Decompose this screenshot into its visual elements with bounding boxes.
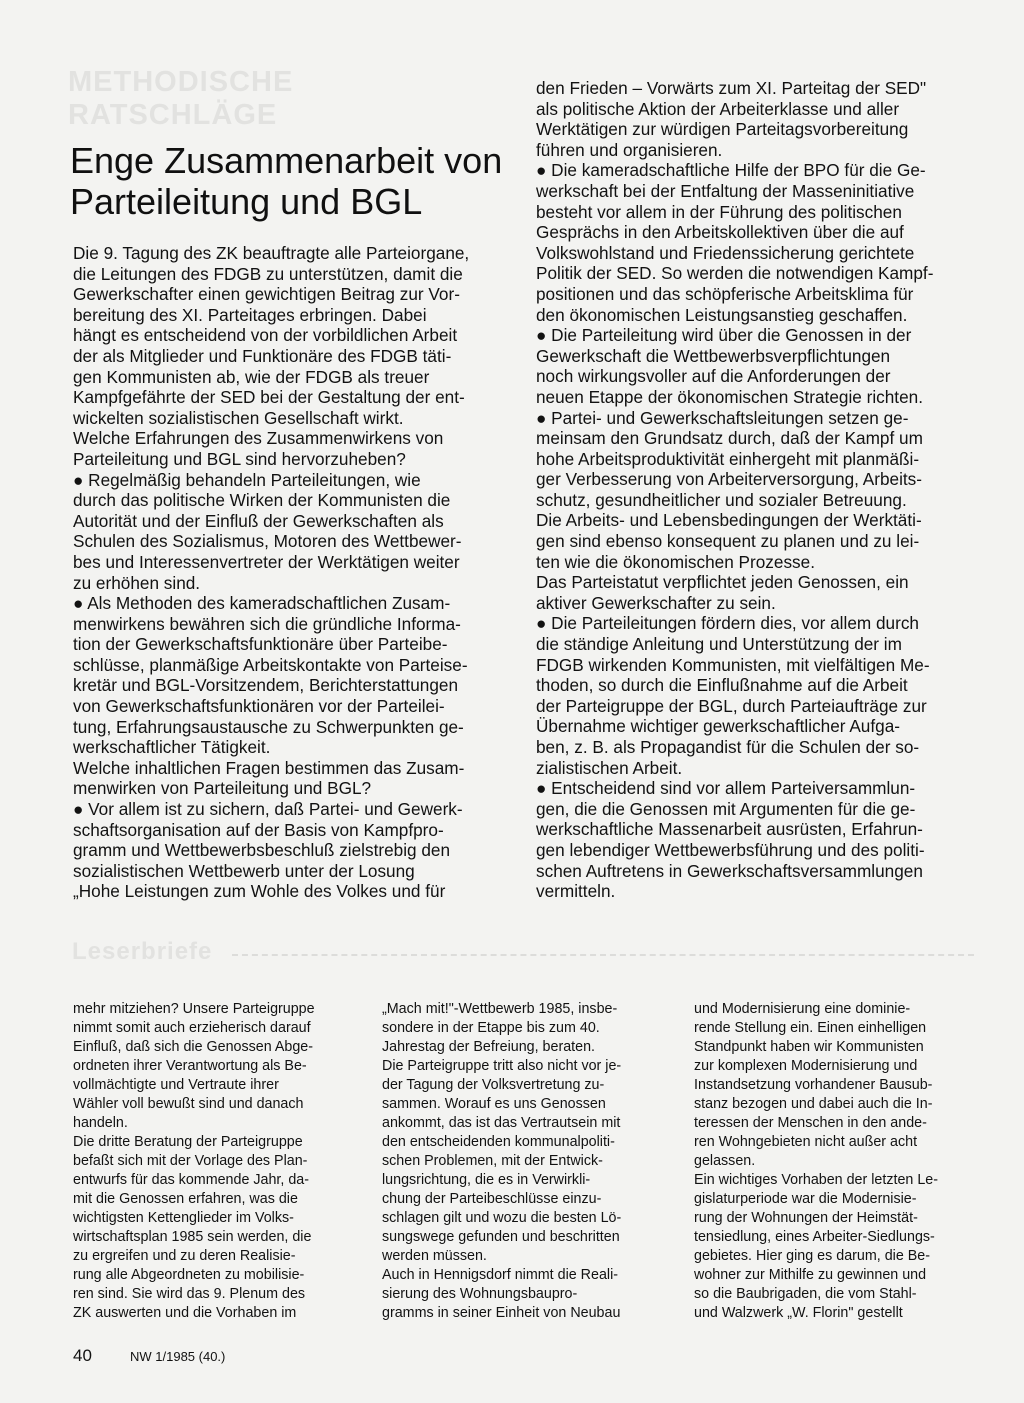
text-line: sondere in der Etappe bis zum 40. [382,1020,600,1036]
text-line: rung alle Abgeordneten zu mobilisie- [73,1267,305,1283]
text-line: tion der Gewerkschaftsfunktionäre über Parteibe- [73,634,448,655]
text-line: schen Problemen, mit der Entwick- [382,1153,603,1169]
text-line: vermitteln. [536,881,616,902]
text-line: den Frieden – Vorwärts zum XI. Parteitag der SED" [536,78,927,98]
text-line: Politik der SED. So werden die notwendigen Kampf- [536,263,934,284]
text-line: gebietes. Hier ging es darum, die Be- [694,1248,931,1264]
text-line: hängt es entscheidend von der vorbildlichen Arbeit [73,325,458,346]
text-line: Einfluß, daß sich die Genossen Abge- [73,1039,314,1055]
text-line: ● Vor allem ist zu sichern, daß Partei- und Gewerk- [73,799,463,820]
text-line: sozialistischen Wettbewerb unter der Losung [73,860,415,881]
text-line: wirtschaftsplan 1985 sein werden, die [73,1229,312,1245]
text-line: Kampfgefährte der SED bei der Gestaltung der ent- [73,387,465,408]
text-line: ● Die Parteileitungen fördern dies, vor allem durch [536,613,919,634]
text-line: tensiedlung, eines Arbeiter-Siedlungs- [694,1229,935,1245]
section-divider [232,954,974,956]
text-line: zur komplexen Modernisierung und [694,1058,918,1074]
text-line: „Mach mit!"-Wettbewerb 1985, insbe- [382,1001,618,1017]
text-line: sierung des Wohnungsbaupro- [382,1286,578,1302]
headline-line: Enge Zusammenarbeit von [70,140,503,181]
text-line: ben, z. B. als Propagandist für die Schulen der so- [536,737,920,757]
text-line: Autorität und der Einfluß der Gewerkschaften als [73,510,444,531]
text-line: schlagen gilt und wozu die besten Lö- [382,1210,622,1226]
text-line: neuen Etappe der ökonomischen Strategie richten. [536,386,923,407]
text-line: menwirkens bewähren sich die gründliche Informa- [73,613,461,634]
text-line: Volkswohlstand und Friedenssicherung gerichtete [536,242,915,263]
issue-reference: NW 1/1985 (40.) [130,1349,226,1364]
text-line: vollmächtigte und Vertraute ihrer [73,1077,279,1093]
letters-column-1 [73,1000,351,1323]
text-line: sammen. Worauf es uns Genossen [382,1096,606,1112]
text-line: mit die Genossen erfahren, was die [73,1191,298,1207]
text-line: Die dritte Beratung der Parteigruppe [73,1134,303,1150]
text-line: Gewerkschaft die Wettbewerbsverpflichtungen [536,345,891,366]
text-line: werkschaftliche Massenarbeit ausrüsten, Erfahrun- [536,819,923,840]
text-line: stanz bezogen und dabei auch die In- [694,1096,933,1112]
text-line: besteht vor allem in der Führung des politischen [536,201,902,222]
text-line: thoden, so durch die Einflußnahme auf die Arbeit [536,675,908,696]
text-line: und Modernisierung eine dominie- [694,1001,911,1017]
text-line: ger Verbesserung von Arbeiterversorgung, Arbeits- [536,469,922,490]
text-line: ● Regelmäßig behandeln Parteileitungen, wie [73,469,421,490]
text-line: hohe Arbeitsproduktivität einhergeht mit planmäßi- [536,448,920,469]
text-line: die Leitungen des FDGB zu unterstützen, damit die [73,263,463,284]
text-line: tung, Erfahrungsaustausche zu Schwerpunkten ge- [73,716,464,737]
text-line: Ein wichtiges Vorhaben der letzten Le- [694,1172,938,1188]
text-line: positionen und das schöpferische Arbeitsklima für [536,283,914,304]
text-line: der als Mitglieder und Funktionäre des FDGB täti- [73,345,452,366]
text-line: schlüsse, planmäßige Arbeitskontakte von Parteise- [73,654,468,675]
text-line: werkschaftlicher Tätigkeit. [73,737,271,758]
text-line: ● Die kameradschaftliche Hilfe der BPO für die Ge- [536,160,926,181]
article-column-right [536,78,972,902]
text-line: schutz, gesundheitlicher und sozialer Betreuung. [536,489,907,510]
text-line: handeln. [73,1115,128,1131]
text-line: Die 9. Tagung des ZK beauftragte alle Parteiorgane, [73,243,470,263]
text-line: Gesprächs in den Arbeitskollektiven über die auf [536,222,904,243]
text-line: die ständige Anleitung und Unterstützung der im [536,634,902,655]
text-line: den entscheidenden kommunalpoliti- [382,1134,615,1150]
text-line: Auch in Hennigsdorf nimmt die Reali- [382,1267,619,1283]
text-line: Das Parteistatut verpflichtet jeden Genossen, ein [536,572,909,593]
text-line: befaßt sich mit der Vorlage des Plan- [73,1153,308,1169]
text-line: bes und Interessenvertreter der Werktätigen weiter [73,551,460,572]
text-line: ● Als Methoden des kameradschaftlichen Zusam- [73,593,451,614]
text-line: Die Parteigruppe tritt also nicht vor je- [382,1058,622,1074]
text-line: kretär und BGL-Vorsitzendem, Berichterstattungen [73,675,459,696]
page-number: 40 [73,1346,92,1365]
text-line: gelassen. [694,1153,756,1169]
text-line: der Parteigruppe der BGL, durch Parteiaufträge zur [536,695,927,716]
article-headline [70,140,530,222]
text-line: rung der Wohnungen der Heimstät- [694,1210,918,1226]
article-column-left [73,243,509,902]
text-line: ● Partei- und Gewerkschaftsleitungen setzen ge- [536,407,909,428]
text-line: Wähler voll bewußt sind und danach [73,1096,304,1112]
text-line: ren Wohngebieten nicht außer acht [694,1134,918,1150]
text-line: den ökonomischen Leistungsanstieg geschaffen. [536,304,908,325]
letters-column-2 [382,1000,662,1323]
text-line: gramm und Wettbewerbsbeschluß zielstrebig den [73,840,451,861]
text-line: ankommt, das ist das Vertrautsein mit [382,1115,621,1131]
text-line: so die Baubrigaden, die vom Stahl- [694,1286,917,1302]
text-line: werkschaft bei der Entfaltung der Masseninitiative [536,180,915,201]
section-label-leserbriefe: Leserbriefe [72,938,213,965]
text-line: ● Entscheidend sind vor allem Parteiversammlun- [536,778,916,799]
text-line: FDGB wirkenden Kommunisten, mit vielfältigen Me- [536,654,930,675]
text-line: Welche inhaltlichen Fragen bestimmen das Zusam- [73,757,465,778]
text-line: Parteileitung und BGL sind hervorzuheben? [73,448,406,469]
text-line: Schulen des Sozialismus, Motoren des Wettbewer- [73,531,462,552]
text-line: zu erhöhen sind. [73,572,201,593]
text-line: und Walzwerk „W. Florin" gestellt [694,1305,903,1321]
text-line: ten wie die ökonomischen Prozesse. [536,551,815,572]
text-line: wichtigsten Kettenglieder im Volks- [73,1210,294,1226]
text-line: Übernahme wichtiger gewerkschaftlicher Aufga- [536,716,900,737]
text-line: schen Auftretens in Gewerkschaftsversammlungen [536,860,923,881]
text-line: zialistischen Arbeit. [536,757,683,778]
text-line: von Gewerkschaftsfunktionären vor der Parteilei- [73,696,445,717]
text-line: Gewerkschafter einen gewichtigen Beitrag zur Vor- [73,284,460,305]
text-line: noch wirkungsvoller auf die Anforderungen der [536,366,891,387]
text-line: schaftsorganisation auf der Basis von Kampfpro- [73,819,444,840]
text-line: ● Die Parteileitung wird über die Genossen in der [536,325,912,346]
text-line: Instandsetzung vorhandener Bausub- [694,1077,933,1093]
text-line: rende Stellung ein. Einen einhelligen [694,1020,927,1036]
text-line: der Tagung der Volksvertretung zu- [382,1077,605,1093]
text-line: aktiver Gewerkschafter zu sein. [536,592,776,613]
section-label-methodische-ratschlaege: METHODISCHE RATSCHLÄGE [68,66,294,131]
text-line: Die Arbeits- und Lebensbedingungen der Werktäti- [536,510,922,531]
text-line: gen, die die Genossen mit Argumenten für die ge- [536,798,916,819]
letters-column-3 [694,1000,974,1323]
text-line: chung der Parteibeschlüsse einzu- [382,1191,602,1207]
text-line: Standpunkt haben wir Kommunisten [694,1039,924,1055]
text-line: werden müssen. [382,1248,487,1264]
text-line: menwirken von Parteileitung und BGL? [73,778,372,799]
text-line: nimmt somit auch erzieherisch darauf [73,1020,311,1036]
text-line: gen sind ebenso konsequent zu planen und zu lei- [536,531,920,552]
text-line: sungswege gefunden und beschritten [382,1229,620,1245]
text-line: ordneten ihrer Verantwortung als Be- [73,1058,307,1074]
text-line: wohner zur Mithilfe zu gewinnen und [694,1267,927,1283]
text-line: als politische Aktion der Arbeiterklasse und aller [536,98,900,119]
text-line: meinsam den Grundsatz durch, daß der Kampf um [536,428,923,449]
text-line: gen Kommunisten ab, wie der FDGB als treuer [73,366,430,387]
text-line: wickelten sozialistischen Gesellschaft wirkt. [73,407,404,428]
text-line: gen lebendiger Wettbewerbsführung und des politi- [536,839,925,860]
text-line: gramms in seiner Einheit von Neubau [382,1305,621,1321]
text-line: Werktätigen zur würdigen Parteitagsvorbereitung [536,119,909,140]
text-line: ZK auswerten und die Vorhaben im [73,1305,297,1321]
headline-line: Parteileitung und BGL [70,181,423,222]
text-line: teressen der Menschen in den ande- [694,1115,927,1131]
text-line: Welche Erfahrungen des Zusammenwirkens von [73,428,444,449]
text-line: durch das politische Wirken der Kommunisten die [73,490,451,511]
text-line: bereitung des XI. Parteitages erbringen. Dabei [73,304,427,325]
text-line: zu ergreifen und zu deren Realisie- [73,1248,296,1264]
text-line: ren sind. Sie wird das 9. Plenum des [73,1286,306,1302]
text-line: gislaturperiode war die Modernisie- [694,1191,917,1207]
text-line: lungsrichtung, die es in Verwirkli- [382,1172,591,1188]
text-line: mehr mitziehen? Unsere Parteigruppe [73,1001,315,1017]
text-line: „Hohe Leistungen zum Wohle des Volkes und für [73,881,446,902]
text-line: entwurfs für das kommende Jahr, da- [73,1172,310,1188]
text-line: führen und organisieren. [536,139,723,160]
text-line: Jahrestag der Befreiung, beraten. [382,1039,596,1055]
